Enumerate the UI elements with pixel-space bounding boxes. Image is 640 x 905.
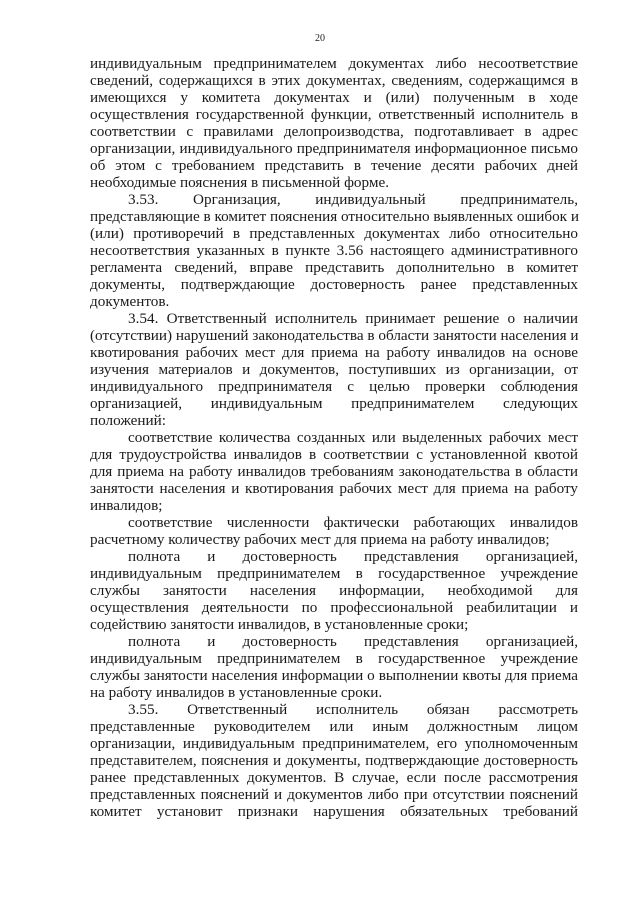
text-line: 3.55. Ответственный исполнитель обязан рассмотреть [128,701,578,718]
text-line: об этом с требованием представить в течение десяти рабочих дней [90,157,578,174]
text-line: 3.53. Организация, индивидуальный предприниматель, [128,191,578,208]
page-number: 20 [315,33,325,44]
text-line: организацией, индивидуальным предпринимателем следующих [90,395,578,412]
text-line: несоответствия указанных в пункте 3.56 настоящего административного [90,242,578,259]
text-line: для приема на работу инвалидов требованиям законодательства в области [90,463,578,480]
text-line: (отсутствии) нарушений законодательства в области занятости населения и [90,327,579,344]
text-line: службы занятости населения информации, необходимой для [90,582,578,599]
text-line: (или) противоречий в представленных документах либо относительно [90,225,578,242]
text-line: документов. [90,293,170,310]
text-line: расчетному количеству рабочих мест для приема на работу инвалидов; [90,531,550,548]
text-line: полнота и достоверность представления организацией, [128,633,578,650]
text-line: осуществления государственной функции, ответственный исполнитель в [90,106,578,123]
text-line: полнота и достоверность представления организацией, [128,548,578,565]
text-line: осуществления деятельности по профессиональной реабилитации и [90,599,578,616]
text-line: представляющие в комитет пояснения относительно выявленных ошибок и [90,208,579,225]
text-line: имеющихся у комитета документах и (или) полученным в ходе [90,89,578,106]
text-line: ранее представленных документов. В случае, если после рассмотрения [90,769,578,786]
text-line: изучения материалов и документов, поступивших из организации, от [90,361,578,378]
text-line: положений: [90,412,166,429]
text-line: организации, индивидуального предпринимателя информационное письмо [90,140,578,157]
text-line: на работу инвалидов в установленные сроки. [90,684,383,701]
text-line: содействию занятости инвалидов, в установленные сроки; [90,616,469,633]
text-line: представленных пояснений и документов либо при отсутствии пояснений [90,786,578,803]
text-line: индивидуальным предпринимателем в государственное учреждение [90,565,578,582]
text-line: необходимые пояснения в письменной форме. [90,174,390,191]
text-line: индивидуального предпринимателя с целью проверки соблюдения [90,378,578,395]
text-line: 3.54. Ответственный исполнитель принимает решение о наличии [128,310,578,327]
text-line: представленные руководителем или иным должностным лицом [90,718,578,735]
text-line: занятости населения и квотирования рабочих мест для приема на работу [90,480,578,497]
text-line: представителем, пояснения и документы, подтверждающие достоверность [90,752,578,769]
text-line: сведений, содержащихся в этих документах, сведениям, содержащимся в [90,72,578,89]
text-line: инвалидов; [90,497,163,514]
text-line: соответствие численности фактически работающих инвалидов [128,514,578,531]
text-line: организации, индивидуальным предпринимателем, его уполномоченным [90,735,578,752]
text-line: соответствие количества созданных или выделенных рабочих мест [128,429,578,446]
text-line: документы, подтверждающие достоверность ранее представленных [90,276,578,293]
text-line: службы занятости населения информации о выполнении квоты для приема [90,667,578,684]
text-line: индивидуальным предпринимателем в государственное учреждение [90,650,578,667]
text-line: регламента сведений, вправе представить дополнительно в комитет [90,259,578,276]
text-line: комитет установит признаки нарушения обязательных требований [90,803,578,820]
text-line: индивидуальным предпринимателем документах либо несоответствие [90,55,578,72]
text-line: соответствии с правилами делопроизводства, подготавливает в адрес [90,123,578,140]
text-line: квотирования рабочих мест для приема на работу инвалидов на основе [90,344,578,361]
text-line: для трудоустройства инвалидов в соответствии с установленной квотой [90,446,578,463]
document-body [90,55,578,820]
